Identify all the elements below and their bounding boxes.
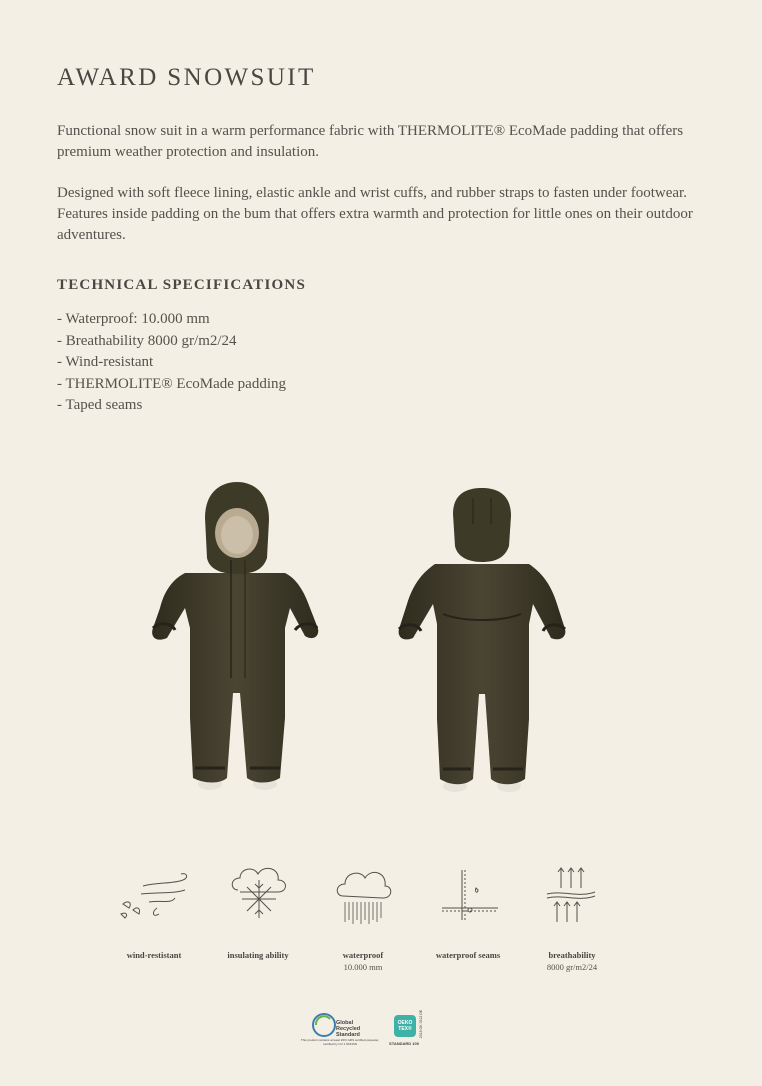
description-paragraph-1: Functional snow suit in a warm performance fabric with THERMOLITE® EcoMade padding that offers premium weather protection and insulation. <box>57 123 684 160</box>
wind-icon <box>113 872 193 922</box>
description-paragraph-2: Designed with soft fleece lining, elastic ankle and wrist cuffs, and rubber straps to fasten under footwear. Features inside padding on the bum that offers extra warmth and protection for little ones on their outdoor adventures. <box>57 185 693 243</box>
spec-item: - Waterproof: 10.000 mm <box>57 311 210 327</box>
spec-item: - Taped seams <box>57 397 143 413</box>
specs-list <box>57 309 286 417</box>
spec-item: - THERMOLITE® EcoMade padding <box>57 375 286 392</box>
grs-title: Global Recycled Standard <box>336 1020 361 1038</box>
spec-item: - Wind-resistant <box>57 354 154 370</box>
breathability-icon <box>543 864 599 924</box>
seams-icon <box>440 866 500 924</box>
oeko-tex-standard: STANDARD 100 <box>389 1041 419 1046</box>
oeko-tex-code: 2018 OK 0312 DE <box>419 1009 423 1039</box>
snowflake-cloud-icon <box>228 862 290 922</box>
snowsuit-back-image <box>393 484 571 798</box>
specs-heading: TECHNICAL SPECIFICATIONS <box>57 277 306 293</box>
feature-label-waterproof: waterproof <box>342 950 384 960</box>
feature-label-insulation: insulating ability <box>227 950 289 960</box>
feature-label-breathability: breathability <box>548 950 596 960</box>
feature-sub-waterproof: 10.000 mm <box>343 962 383 972</box>
spec-item: - Breathability 8000 gr/m2/24 <box>57 332 237 349</box>
rain-cloud-icon <box>333 864 393 926</box>
page-title: AWARD SNOWSUIT <box>57 64 316 91</box>
feature-label-wind: wind-restistant <box>126 950 182 960</box>
grs-logo-icon <box>310 1012 338 1038</box>
snowsuit-front-image <box>145 478 325 798</box>
grs-note: This product contains at least 20% GRS certified polyester, certified by CU 1 NNNNN <box>300 1038 380 1046</box>
oeko-tex-badge-text: OEKO TEX® <box>397 1020 413 1032</box>
feature-label-seams: waterproof seams <box>435 950 501 960</box>
feature-sub-breathability: 8000 gr/m2/24 <box>546 962 598 972</box>
